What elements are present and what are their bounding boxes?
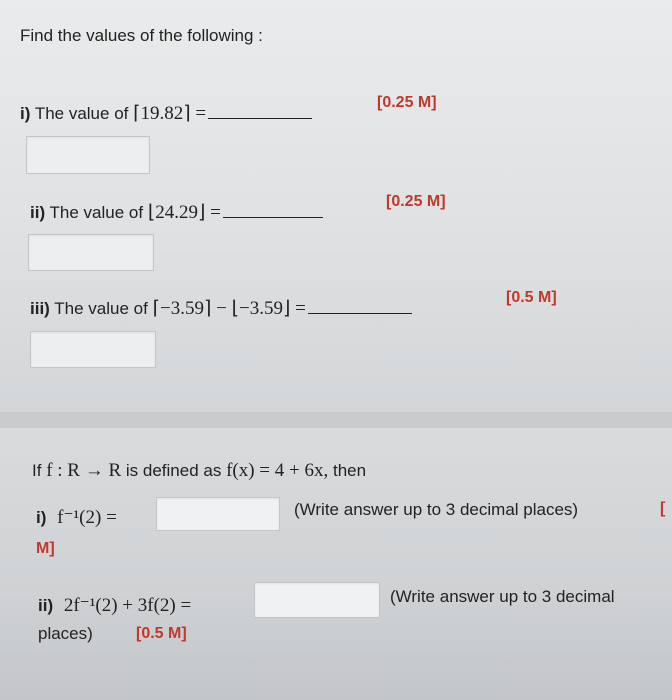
part-2-number: ii) — [38, 596, 54, 615]
question-2-number: ii) — [30, 203, 46, 222]
function-formula: f(x) = 4 + 6x, — [226, 460, 329, 481]
question-3-blank-line — [308, 313, 412, 314]
function-intro-if: If — [32, 461, 42, 480]
question-1-blank-line — [208, 118, 312, 119]
function-mapping: f : R → R — [46, 460, 122, 481]
part-1-marks-start: [ — [660, 500, 666, 517]
function-intro-then: then — [332, 461, 367, 480]
page-heading: Find the values of the following : — [20, 26, 263, 45]
question-1-number: i) — [20, 104, 31, 123]
question-1-answer-input[interactable] — [26, 136, 150, 174]
part-2-instruction: (Write answer up to 3 decimal — [390, 587, 615, 606]
question-1-expression: ⌈19.82⌉ — [133, 103, 191, 124]
question-1 — [20, 102, 312, 125]
question-3-marks: [0.5 M] — [506, 289, 557, 306]
question-1-text: The value of — [34, 104, 129, 123]
function-intro-defined: is defined as — [125, 461, 222, 480]
question-3-answer-input[interactable] — [30, 331, 156, 368]
part-2-answer-input[interactable] — [254, 582, 380, 618]
question-3-expression: ⌈−3.59⌉ − ⌊−3.59⌋ — [152, 298, 291, 319]
question-3-equals: = — [295, 298, 306, 319]
part-1-answer-input[interactable] — [156, 497, 280, 531]
question-1-marks: [0.25 M] — [377, 94, 437, 111]
part-1-marks-end: M] — [36, 540, 55, 557]
part-2-instruction-continued: places) — [38, 624, 93, 643]
part-1-number: i) — [36, 508, 47, 527]
question-3-text: The value of — [54, 299, 148, 318]
question-2-answer-input[interactable] — [28, 234, 154, 271]
question-2-text: The value of — [49, 203, 144, 222]
part-2-marks: [0.5 M] — [136, 625, 187, 642]
question-2-equals: = — [210, 202, 221, 223]
question-2 — [30, 201, 323, 224]
question-3 — [30, 297, 412, 320]
question-2-expression: ⌊24.29⌋ — [147, 202, 206, 223]
question-2-marks: [0.25 M] — [386, 193, 446, 210]
function-definition — [32, 460, 366, 482]
question-1-equals: = — [195, 103, 207, 124]
question-3-number: iii) — [30, 299, 50, 318]
part-2 — [38, 594, 191, 617]
part-2-expression: 2f⁻¹(2) + 3f(2) = — [63, 595, 192, 616]
question-2-blank-line — [223, 217, 323, 218]
part-1 — [36, 506, 117, 529]
part-1-expression: f⁻¹(2) = — [57, 507, 117, 528]
part-1-instruction: (Write answer up to 3 decimal places) — [294, 500, 579, 519]
